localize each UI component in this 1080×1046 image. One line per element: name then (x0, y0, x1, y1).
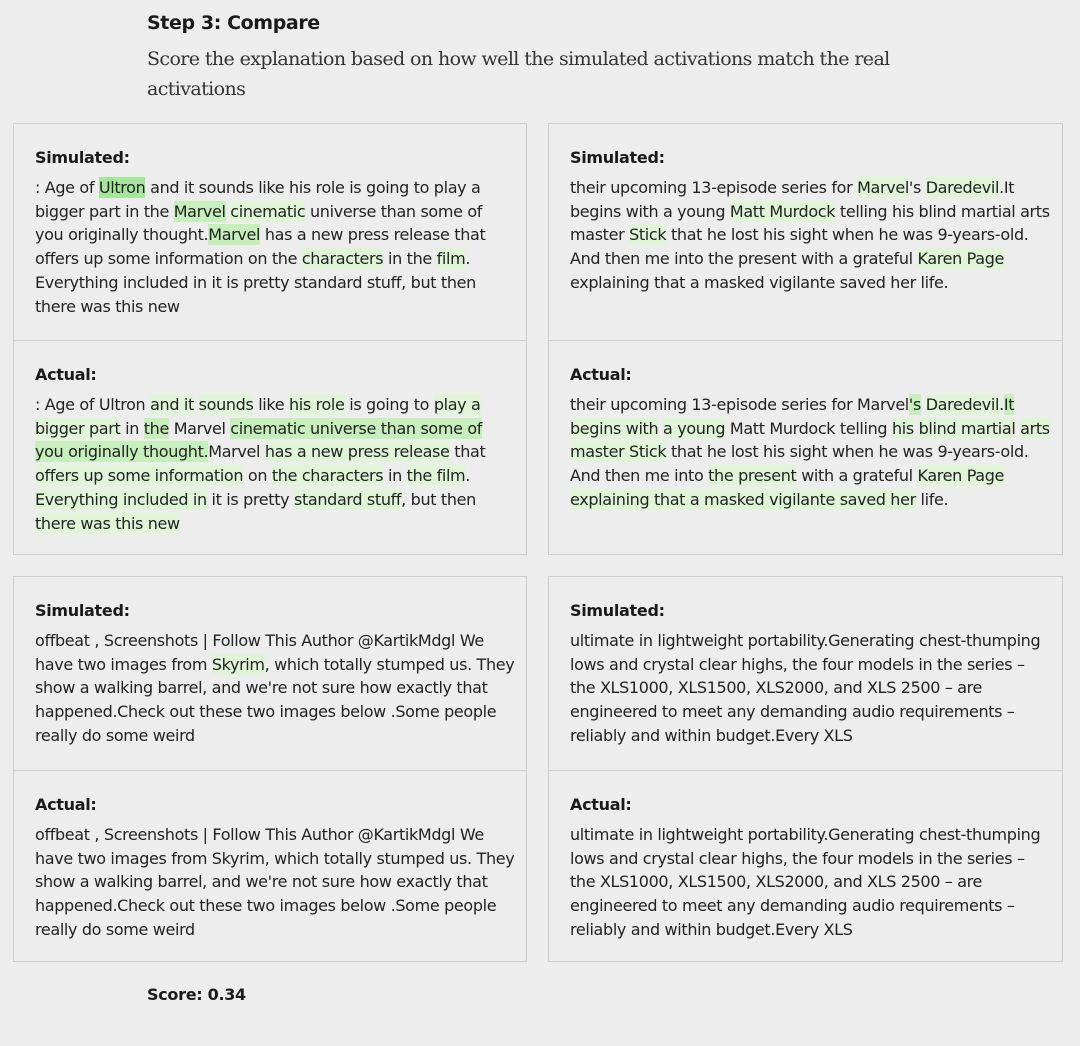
token: , which totally stumped us. They show a walking barrel, and we're not sure how exactly that happened.Check out these two images below .Some people really do some weird (35, 654, 515, 745)
token: and it sounds like his role is going to play a bigger part in the (35, 178, 481, 221)
comparison-panel-skyrim (13, 576, 527, 962)
simulated-text (35, 629, 515, 748)
token: their upcoming 13-episode series for Marvel (570, 395, 909, 414)
actual-section (14, 340, 526, 556)
token: ultimate in lightweight portability.Generating chest-thumping lows and crystal clear highs, the four models in the series – the XLS1000, XLS1500, XLS2000, and XLS 2500 – are engineered to meet any demanding audio requirements – reliably and within budget.Every XLS (570, 631, 1041, 745)
actual-label: Actual: (35, 795, 97, 814)
highlighted-token: the present (708, 466, 797, 486)
simulated-label: Simulated: (570, 148, 665, 167)
actual-section (549, 770, 1062, 963)
highlighted-token: a young (663, 418, 726, 438)
highlighted-token: and it (150, 395, 194, 414)
highlighted-token: his role (288, 395, 345, 414)
highlighted-token: the (143, 418, 169, 438)
token: that he lost his sight when he was 9-years-old. And then me into (570, 442, 1029, 486)
token (194, 394, 199, 415)
highlighted-token: Marvel (173, 201, 226, 221)
highlighted-token: It (1003, 395, 1015, 414)
page-subtitle: Score the explanation based on how well the simulated activations match the real activations (147, 48, 890, 100)
simulated-label: Simulated: (35, 601, 130, 620)
highlighted-token: play a bigger part (35, 395, 481, 438)
actual-text (570, 393, 1050, 512)
highlighted-token: Skyrim (211, 654, 265, 674)
token: that he lost his sight when he was 9-years-old. And then me into the present with a grateful (570, 225, 1029, 269)
highlighted-token: the film (406, 466, 466, 486)
token: . Everything included in it is pretty standard stuff, but then there was this new (35, 249, 476, 316)
token: like (253, 395, 289, 414)
highlighted-token: standard stuff (294, 489, 402, 509)
token: life. (915, 489, 949, 509)
token: in the (383, 249, 437, 269)
simulated-section (549, 124, 1062, 340)
highlighted-token: Everything included in (35, 489, 207, 509)
highlighted-token: Karen Page (917, 249, 1005, 269)
highlighted-token: there was this new (35, 513, 180, 533)
token: offbeat , Screenshots | Follow This Author @KartikMdgl We have two images from Skyrim, which totally stumped us. They show a walking barrel, and we're not sure how exactly that happened.Check out these two images below .Some people really do some weird (35, 825, 515, 939)
highlighted-token: Marvel (857, 178, 909, 197)
highlighted-token: cinematic universe than some of you originally thought. (35, 418, 483, 462)
actual-text (570, 823, 1050, 942)
highlighted-token: Karen Page explaining that a masked vigilante saved her (570, 466, 1005, 509)
highlighted-token: Matt Murdock (729, 201, 836, 221)
token: . (999, 395, 1004, 414)
highlighted-token: arts master Stick (570, 418, 1050, 462)
highlighted-token: Marvel (208, 225, 261, 245)
highlighted-token: begins with (570, 418, 659, 438)
page-title: Step 3: Compare (147, 12, 320, 34)
token: Marvel (208, 442, 265, 462)
highlighted-token: offers up some information (35, 466, 244, 486)
token: Marvel (168, 418, 231, 438)
actual-label: Actual: (35, 365, 97, 384)
score-value: Score: 0.34 (147, 985, 246, 1004)
token: that (449, 442, 486, 462)
actual-text (35, 823, 515, 942)
highlighted-token: characters (301, 249, 384, 269)
simulated-text (570, 629, 1050, 748)
token: offbeat , Screenshots | Follow This Author @KartikMdgl We have two images from (35, 631, 484, 674)
token (914, 418, 919, 439)
simulated-section (549, 577, 1062, 770)
highlighted-token: Daredevil (925, 178, 1000, 197)
token: with a grateful (796, 466, 918, 486)
comparison-panel-marvel (13, 123, 527, 555)
token: universe than some of you originally thought. (35, 201, 483, 245)
token: Matt Murdock telling (725, 418, 892, 438)
actual-section (549, 340, 1062, 556)
token: is going to (344, 395, 434, 414)
actual-label: Actual: (570, 365, 632, 384)
highlighted-token: his (891, 418, 914, 438)
token: their upcoming 13-episode series for (570, 178, 858, 197)
token: ultimate in lightweight portability.Generating chest-thumping lows and crystal clear highs, the four models in the series – the XLS1000, XLS1500, XLS2000, and XLS 2500 – are engineered to meet any demanding audio requirements – reliably and within budget.Every XLS (570, 825, 1041, 939)
token: , but then (401, 489, 476, 509)
actual-label: Actual: (570, 795, 632, 814)
highlighted-token: the characters (271, 466, 384, 486)
highlighted-token: sounds (198, 395, 254, 414)
token: in (383, 466, 407, 486)
actual-text (35, 393, 515, 535)
token: . (465, 466, 471, 486)
highlighted-token: blind martial (918, 418, 1016, 438)
token: : Age of (35, 178, 99, 197)
simulated-text (570, 176, 1050, 295)
token: in (120, 418, 144, 438)
comparison-panel-daredevil (548, 123, 1063, 555)
highlighted-token: Ultron (98, 178, 146, 197)
token: : Age of Ultron (35, 395, 151, 414)
highlighted-token: film (436, 249, 466, 269)
simulated-label: Simulated: (35, 148, 130, 167)
highlighted-token: 's (908, 395, 921, 414)
token: 's (908, 178, 926, 197)
token: .It begins with a young (570, 178, 1015, 221)
highlighted-token: a new press release (292, 442, 450, 462)
comparison-panel-xls (548, 576, 1063, 962)
simulated-section (14, 124, 526, 340)
token: it is pretty (206, 489, 294, 509)
token: explaining that a masked vigilante saved her life. (570, 272, 949, 292)
simulated-text (35, 176, 515, 318)
token: on (243, 466, 272, 486)
highlighted-token: Daredevil (925, 395, 1000, 414)
simulated-section (14, 577, 526, 770)
highlighted-token: cinematic (230, 201, 306, 221)
token: telling his blind martial arts master (570, 201, 1050, 245)
token: has a new press release that offers up some information on the (35, 225, 486, 269)
token (921, 394, 926, 415)
highlighted-token: has (264, 442, 293, 462)
simulated-label: Simulated: (570, 601, 665, 620)
highlighted-token: Stick (629, 225, 667, 245)
actual-section (14, 770, 526, 963)
